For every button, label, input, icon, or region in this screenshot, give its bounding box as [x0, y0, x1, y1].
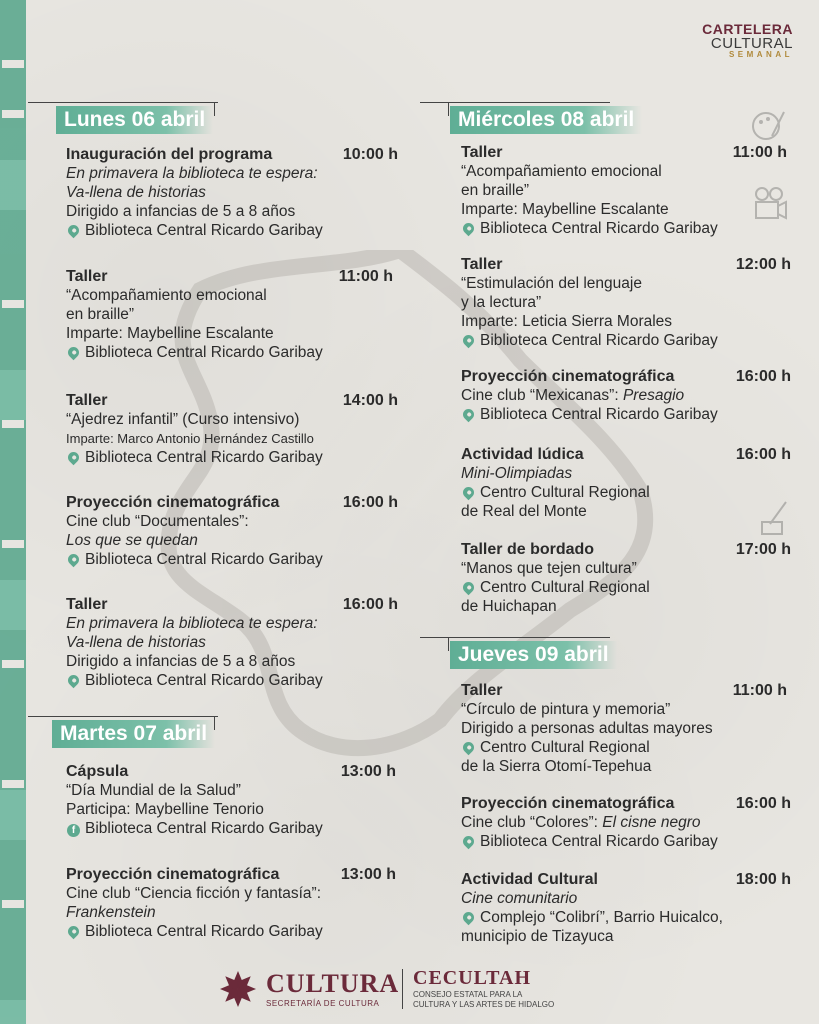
event-place: Biblioteca Central Ricardo Garibay: [85, 449, 323, 466]
event-line: Va-llena de historias: [66, 184, 206, 201]
event-title: Taller: [66, 596, 108, 613]
event-place: Biblioteca Central Ricardo Garibay: [480, 332, 718, 349]
event-place-line2: de la Sierra Otomí-Tepehua: [461, 758, 652, 775]
cecultah-title: CECULTAH: [413, 967, 532, 989]
event-lunes-2: [66, 267, 393, 362]
event-time: 10:00 h: [342, 146, 398, 163]
event-miercoles-2: [461, 255, 791, 350]
event-title: Actividad Cultural: [461, 871, 598, 888]
event-martes-2: [66, 865, 396, 941]
event-place: Biblioteca Central Ricardo Garibay: [85, 344, 323, 361]
event-line-italic: El cisne negro: [602, 814, 701, 831]
event-title: Actividad lúdica: [461, 446, 584, 463]
cecultah-logo-text: [413, 967, 554, 1010]
day-label: Jueves 09 abril: [450, 641, 617, 669]
event-title: Proyección cinematográfica: [66, 494, 280, 511]
event-lunes-4: [66, 493, 398, 569]
event-place: Biblioteca Central Ricardo Garibay: [85, 820, 323, 837]
left-decorative-strip: [0, 0, 26, 1024]
event-place: Complejo “Colibrí”, Barrio Huicalco,: [480, 909, 723, 926]
event-place: Biblioteca Central Ricardo Garibay: [480, 833, 718, 850]
event-line: Imparte: Leticia Sierra Morales: [461, 313, 673, 330]
event-title: Proyección cinematográfica: [66, 866, 280, 883]
event-line: “Acompañamiento emocional: [461, 163, 662, 180]
event-line: Frankenstein: [66, 904, 156, 921]
event-place: Biblioteca Central Ricardo Garibay: [480, 406, 718, 423]
event-line: Imparte: Maybelline Escalante: [461, 201, 669, 218]
location-pin-icon: [66, 552, 82, 568]
event-time: 17:00 h: [735, 541, 791, 558]
event-line: “Manos que tejen cultura”: [461, 560, 637, 577]
event-line: Imparte: Marco Antonio Hernández Castillo: [66, 431, 314, 446]
event-line: en braille”: [66, 306, 135, 323]
event-miercoles-3: [461, 367, 791, 424]
cultura-flower-logo: [218, 969, 258, 1009]
event-place: Biblioteca Central Ricardo Garibay: [85, 222, 323, 239]
event-time: 11:00 h: [732, 682, 787, 699]
brand-line1: CARTELERA: [702, 21, 793, 37]
day-header-miercoles: [420, 102, 635, 132]
cultura-subtitle: SECRETARÍA DE CULTURA: [266, 999, 380, 1008]
location-pin-icon: [66, 223, 82, 239]
event-line: “Círculo de pintura y memoria”: [461, 701, 671, 718]
footer-logos: [0, 963, 819, 1013]
event-lunes-1: [66, 145, 398, 240]
event-jueves-1: [461, 681, 787, 776]
event-line: Dirigido a infancias de 5 a 8 años: [66, 653, 296, 670]
event-time: 13:00 h: [340, 763, 396, 780]
cultura-title: CULTURA: [266, 969, 400, 998]
event-title: Inauguración del programa: [66, 146, 273, 163]
event-miercoles-1: [461, 143, 787, 238]
palette-icon: [750, 108, 786, 144]
event-line: y la lectura”: [461, 294, 542, 311]
location-pin-icon: [461, 333, 477, 349]
event-line: Los que se quedan: [66, 532, 198, 549]
day-label: Miércoles 08 abril: [450, 106, 642, 134]
event-time: 11:00 h: [732, 144, 787, 161]
event-title: Taller: [461, 256, 503, 273]
event-line: “Día Mundial de la Salud”: [66, 782, 241, 799]
event-title: Cápsula: [66, 763, 129, 780]
event-miercoles-4: [461, 445, 791, 521]
event-title: Proyección cinematográfica: [461, 795, 675, 812]
event-line: Cine club “Colores”:: [461, 814, 603, 831]
footer-divider: [402, 969, 403, 1009]
event-line: Dirigido a personas adultas mayores: [461, 720, 713, 737]
location-pin-icon: [66, 673, 82, 689]
event-place-line2: municipio de Tizayuca: [461, 928, 614, 945]
event-place: Biblioteca Central Ricardo Garibay: [85, 923, 323, 940]
event-line-italic: Presagio: [622, 387, 685, 404]
event-time: 11:00 h: [338, 268, 393, 285]
event-jueves-3: [461, 870, 791, 946]
event-line: En primavera la biblioteca te espera:: [66, 165, 318, 182]
event-place: Biblioteca Central Ricardo Garibay: [85, 672, 323, 689]
event-place-line2: de Huichapan: [461, 598, 557, 615]
event-miercoles-5: [461, 540, 791, 616]
event-place-line2: de Real del Monte: [461, 503, 587, 520]
event-line: En primavera la biblioteca te espera:: [66, 615, 318, 632]
location-pin-icon: [461, 910, 477, 926]
day-header-jueves: [420, 637, 610, 667]
event-time: 14:00 h: [342, 392, 398, 409]
event-line: Participa: Maybelline Tenorio: [66, 801, 264, 818]
location-pin-icon: [66, 450, 82, 466]
event-time: 16:00 h: [342, 596, 398, 613]
event-time: 16:00 h: [735, 446, 791, 463]
event-lunes-5: [66, 595, 398, 690]
cultura-logo-text: [266, 969, 399, 1008]
event-title: Taller de bordado: [461, 541, 595, 558]
location-pin-icon: [461, 485, 477, 501]
event-line: Cine club “Documentales”:: [66, 513, 249, 530]
event-place: Centro Cultural Regional: [480, 579, 650, 596]
brand-line3: SEMANAL: [728, 50, 793, 59]
event-line: Cine club “Mexicanas”:: [461, 387, 623, 404]
event-martes-1: [66, 762, 396, 838]
cartelera-brand: [702, 22, 793, 59]
event-title: Taller: [66, 392, 108, 409]
event-line: Cine club “Ciencia ficción y fantasía”:: [66, 885, 322, 902]
location-pin-icon: [461, 740, 477, 756]
cecultah-subtitle-1: CONSEJO ESTATAL PARA LA: [413, 990, 523, 999]
event-lunes-3: [66, 391, 398, 467]
event-time: 13:00 h: [340, 866, 396, 883]
event-title: Taller: [461, 144, 503, 161]
event-line: en braille”: [461, 182, 530, 199]
event-title: Taller: [461, 682, 503, 699]
event-place: Biblioteca Central Ricardo Garibay: [85, 551, 323, 568]
event-time: 16:00 h: [735, 795, 791, 812]
location-pin-icon: [461, 580, 477, 596]
event-time: 16:00 h: [342, 494, 398, 511]
event-title: Proyección cinematográfica: [461, 368, 675, 385]
event-line: Mini-Olimpiadas: [461, 465, 573, 482]
location-pin-icon: [66, 924, 82, 940]
day-header-martes: [28, 716, 218, 746]
event-place: Centro Cultural Regional: [480, 739, 650, 756]
event-line: Dirigido a infancias de 5 a 8 años: [66, 203, 296, 220]
event-time: 12:00 h: [735, 256, 791, 273]
location-pin-icon: [461, 221, 477, 237]
event-jueves-2: [461, 794, 791, 851]
event-line: “Estimulación del lenguaje: [461, 275, 642, 292]
event-line: Cine comunitario: [461, 890, 578, 907]
day-label: Lunes 06 abril: [56, 106, 213, 134]
location-pin-icon: [66, 345, 82, 361]
event-line: “Ajedrez infantil” (Curso intensivo): [66, 411, 300, 428]
cecultah-subtitle-2: CULTURA Y LAS ARTES DE HIDALGO: [413, 1000, 555, 1009]
brand-line2: CULTURAL: [710, 35, 793, 52]
location-pin-icon: [461, 834, 477, 850]
event-place: Centro Cultural Regional: [480, 484, 650, 501]
day-label: Martes 07 abril: [52, 720, 215, 748]
day-header-lunes: [28, 102, 218, 132]
location-pin-icon: [461, 407, 477, 423]
event-time: 18:00 h: [735, 871, 791, 888]
event-title: Taller: [66, 268, 108, 285]
event-line: “Acompañamiento emocional: [66, 287, 267, 304]
facebook-icon: f: [67, 824, 80, 837]
event-line: Va-llena de historias: [66, 634, 206, 651]
event-time: 16:00 h: [735, 368, 791, 385]
event-place: Biblioteca Central Ricardo Garibay: [480, 220, 718, 237]
event-line: Imparte: Maybelline Escalante: [66, 325, 274, 342]
